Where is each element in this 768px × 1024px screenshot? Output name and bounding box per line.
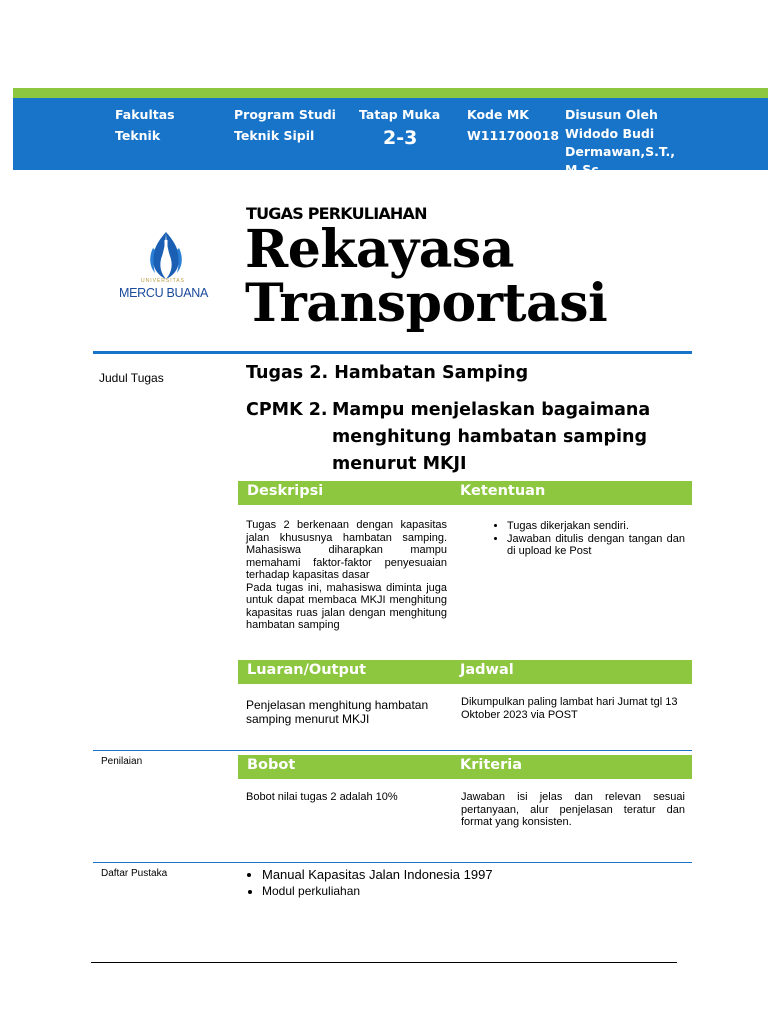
header-tatap-muka — [359, 104, 440, 151]
flame-logo-icon — [113, 226, 219, 284]
pustaka-item: • Manual Kapasitas Jalan Indonesia 1997 — [262, 867, 665, 883]
pustaka-label: Daftar Pustaka — [101, 868, 168, 879]
jadwal-header: Jadwal — [460, 662, 514, 678]
deskripsi-text — [246, 519, 447, 632]
title-divider — [93, 351, 692, 354]
logo-small-text: UNIVERSITAS — [141, 278, 185, 284]
header-prodi — [234, 104, 336, 146]
prodi-label: Program Studi — [234, 107, 336, 122]
deskripsi-paragraph-1: Tugas 2 berkenaan dengan kapasitas jalan khususnya hambatan samping. Mahasiswa diharapkan mampu memahami faktor-faktor penyesuaian terhadap kapasitas dasar — [246, 519, 447, 581]
deskripsi-paragraph-2: Pada tugas ini, mahasiswa diminta juga untuk dapat membaca MKJI menghitung kapasitas ruas jalan dengan menghitung hambatan samping — [246, 581, 447, 631]
header-kode-mk — [467, 104, 559, 146]
luaran-jadwal-bar — [238, 660, 692, 684]
header-accent-bar — [13, 88, 768, 98]
kode-value: W111700018 — [467, 128, 560, 143]
tugas-title: Tugas 2. Hambatan Samping — [246, 363, 529, 383]
disusun-value-2: M.Sc. — [565, 162, 604, 177]
fakultas-value: Teknik — [115, 128, 161, 143]
penilaian-label: Penilaian — [101, 756, 143, 767]
pustaka-divider — [93, 862, 692, 863]
disusun-label: Disusun Oleh — [565, 107, 658, 122]
ketentuan-list — [489, 520, 685, 558]
ketentuan-header: Ketentuan — [460, 483, 546, 499]
judul-label: Judul Tugas — [99, 371, 164, 385]
kode-label: Kode MK — [467, 107, 529, 122]
deskripsi-header: Deskripsi — [247, 483, 324, 499]
bobot-header: Bobot — [247, 757, 296, 773]
luaran-text: Penjelasan menghitung hambatan samping menurut MKJI — [246, 698, 429, 726]
ketentuan-item: • Jawaban ditulis dengan tangan dan di upload ke Post — [507, 533, 685, 558]
university-logo — [113, 226, 219, 310]
prodi-value: Teknik Sipil — [234, 128, 315, 143]
course-title-line1: Rekayasa — [245, 219, 514, 280]
disusun-value-1: Widodo Budi Dermawan,S.T., — [565, 126, 675, 159]
header-band — [13, 98, 768, 177]
header-disusun — [565, 104, 768, 179]
logo-caption: MERCU BUANA — [119, 286, 209, 300]
tatap-value: 2-3 — [383, 127, 418, 149]
deskripsi-ketentuan-bar — [238, 481, 692, 505]
ketentuan-item: • Tugas dikerjakan sendiri. — [507, 520, 685, 533]
title-kicker: TUGAS PERKULIAHAN — [246, 204, 427, 223]
luaran-header: Luaran/Output — [247, 662, 367, 678]
cpmk-lead: CPMK 2. — [246, 400, 328, 420]
cpmk-statement — [246, 397, 686, 478]
course-title-line2: Transportasi — [245, 273, 608, 334]
bobot-kriteria-bar — [238, 755, 692, 779]
pustaka-item: • Modul perkuliahan — [262, 883, 665, 899]
footer-divider — [91, 962, 677, 963]
cpmk-text: Mampu menjelaskan bagaimana menghitung hambatan samping menurut MKJI — [332, 400, 651, 474]
pustaka-list — [245, 867, 665, 899]
fakultas-label: Fakultas — [115, 107, 175, 122]
tatap-label: Tatap Muka — [359, 107, 441, 122]
bobot-text: Bobot nilai tugas 2 adalah 10% — [246, 791, 398, 803]
header-fakultas — [115, 104, 175, 146]
kriteria-text: Jawaban isi jelas dan relevan sesuai pertanyaan, alur penjelasan teratur dan format yang konsisten. — [461, 791, 685, 828]
penilaian-divider — [93, 750, 692, 751]
kriteria-header: Kriteria — [460, 757, 523, 773]
jadwal-text: Dikumpulkan paling lambat hari Jumat tgl 13 Oktober 2023 via POST — [461, 696, 678, 721]
